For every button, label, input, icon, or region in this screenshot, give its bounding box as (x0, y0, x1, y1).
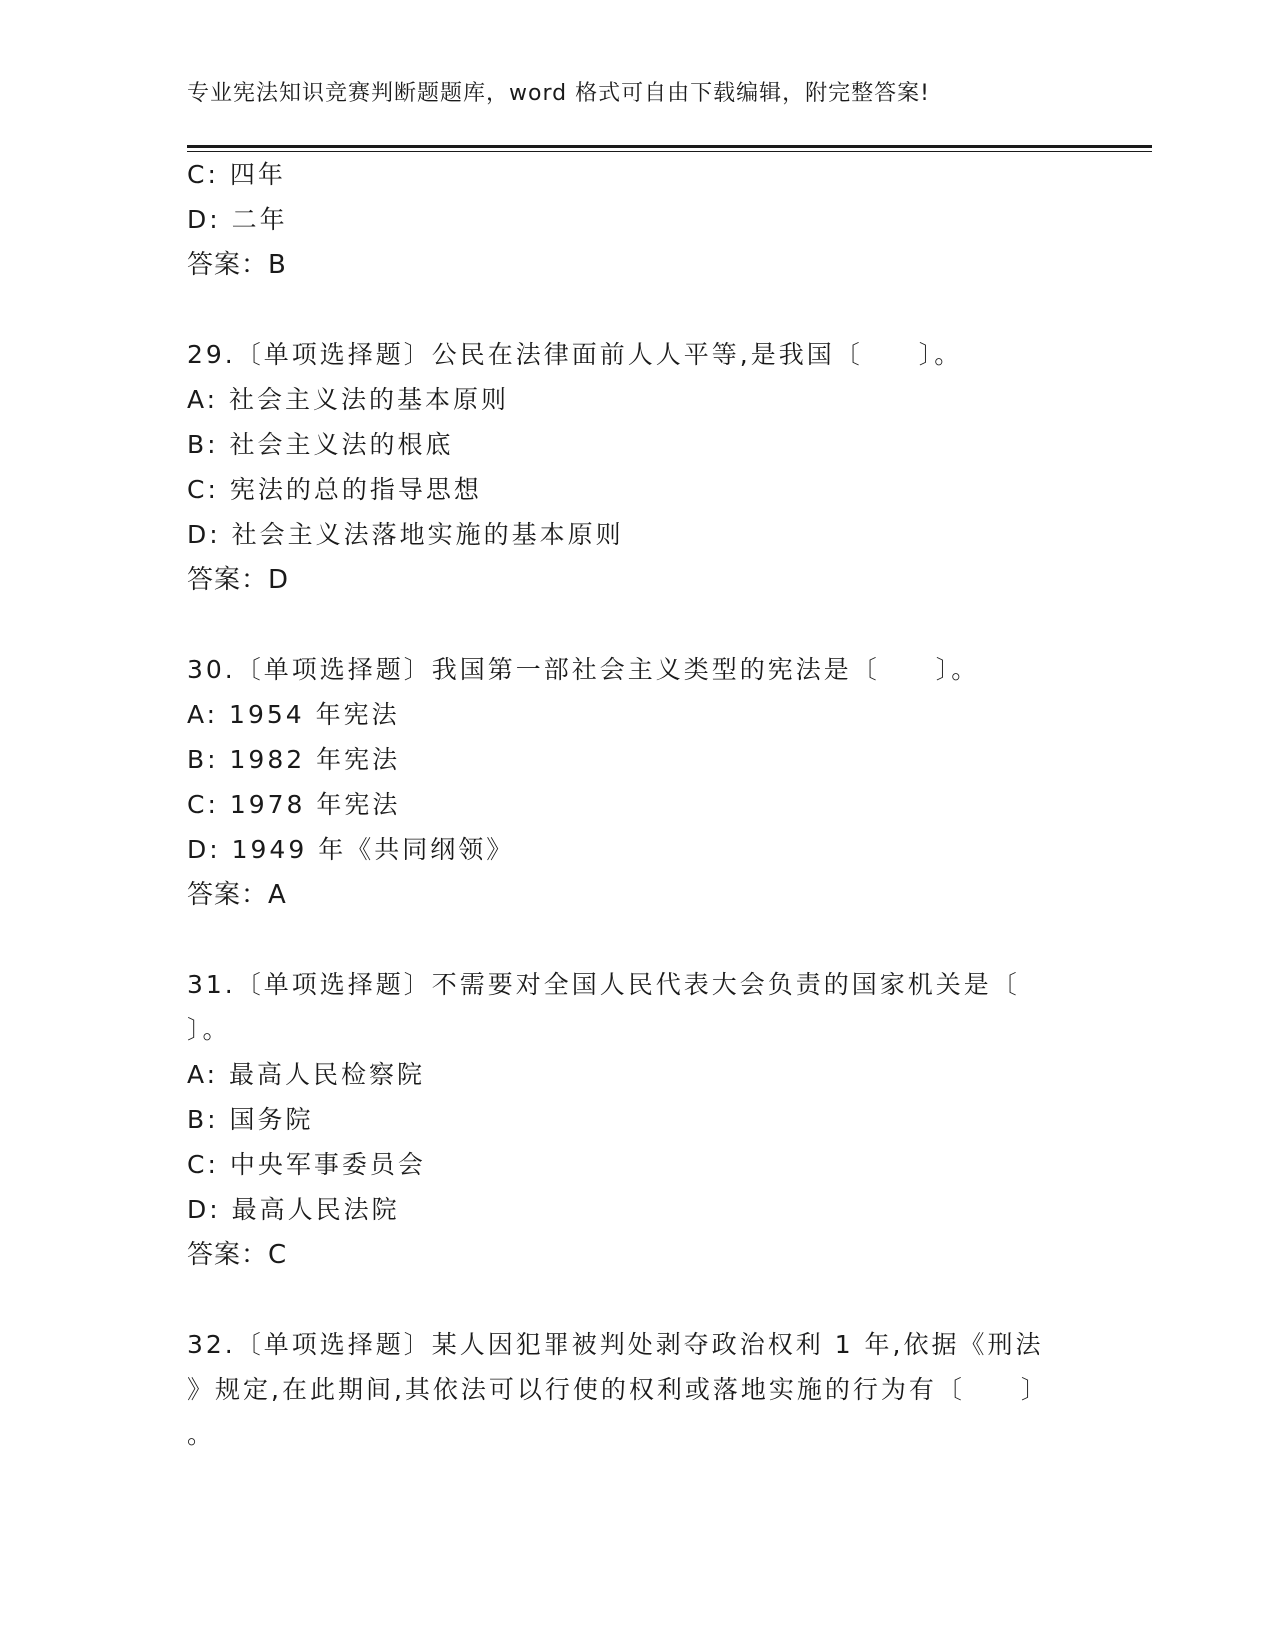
header-rule-thick (187, 145, 1152, 148)
question-stem: 31.〔单项选择题〕不需要对全国人民代表大会负责的国家机关是〔 (187, 970, 1020, 999)
header-rule-thin (187, 151, 1152, 152)
answer-line: 答案：A (187, 880, 287, 910)
option-c: C: 宪法的总的指导思想 (187, 475, 482, 504)
option-c: C: 1978 年宪法 (187, 790, 401, 819)
question-stem-continued: 。 (187, 1420, 216, 1449)
option-d: D: 社会主义法落地实施的基本原则 (187, 520, 624, 549)
option-d: D: 二年 (187, 205, 288, 234)
option-c: C: 四年 (187, 160, 286, 189)
question-stem-continued: 》规定,在此期间,其依法可以行使的权利或落地实施的行为有〔 〕 (187, 1375, 1049, 1404)
option-a: A: 最高人民检察院 (187, 1060, 426, 1089)
option-a: A: 社会主义法的基本原则 (187, 385, 510, 414)
option-c: C: 中央军事委员会 (187, 1150, 426, 1179)
option-d: D: 1949 年《共同纲领》 (187, 835, 515, 864)
option-b: B: 社会主义法的根底 (187, 430, 454, 459)
question-stem: 29.〔单项选择题〕公民在法律面前人人平等,是我国〔 〕。 (187, 340, 963, 369)
option-b: B: 国务院 (187, 1105, 314, 1134)
question-stem-continued: 〕。 (187, 1015, 231, 1044)
page-header-title: 专业宪法知识竞赛判断题题库，word 格式可自由下载编辑，附完整答案! (187, 81, 930, 106)
option-b: B: 1982 年宪法 (187, 745, 401, 774)
question-stem: 30.〔单项选择题〕我国第一部社会主义类型的宪法是〔 〕。 (187, 655, 980, 684)
option-a: A: 1954 年宪法 (187, 700, 400, 729)
question-stem: 32.〔单项选择题〕某人因犯罪被判处剥夺政治权利 1 年,依据《刑法 (187, 1330, 1044, 1359)
option-d: D: 最高人民法院 (187, 1195, 400, 1224)
answer-line: 答案：C (187, 1240, 288, 1270)
answer-line: 答案：D (187, 565, 290, 595)
answer-line: 答案：B (187, 250, 287, 280)
